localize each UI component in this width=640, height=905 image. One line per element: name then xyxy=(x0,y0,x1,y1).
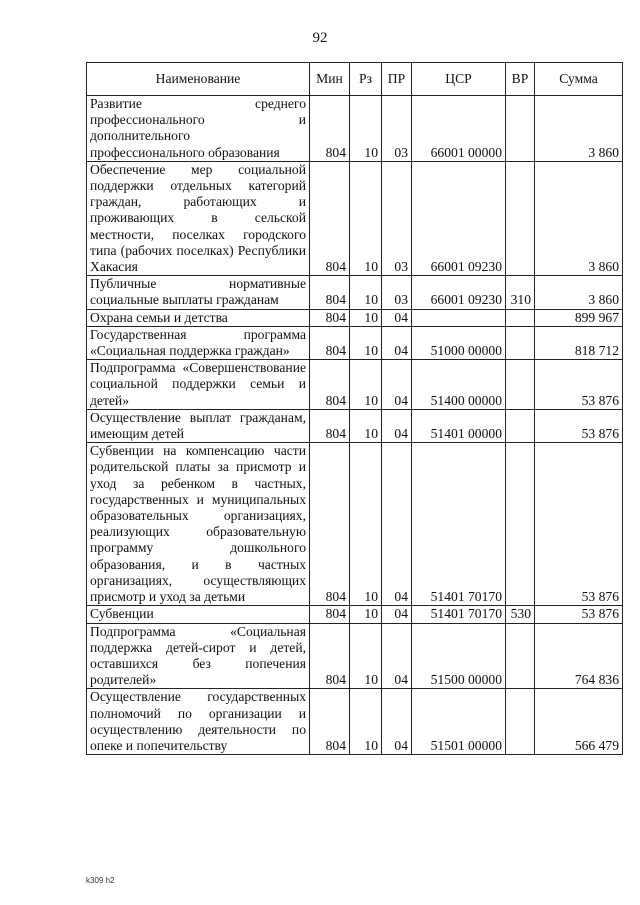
page-number: 92 xyxy=(312,30,328,46)
row-sum: 3 860 xyxy=(535,161,623,275)
table-row xyxy=(87,326,623,359)
row-name: Обеспечение мер социальной поддержки отдельных категорий граждан, работающих и проживающих в сельской местности, поселках городского типа (рабочих поселках) Республики Хакасия xyxy=(87,161,310,275)
row-rz: 10 xyxy=(350,606,382,623)
header-name: Наименование xyxy=(87,63,310,96)
row-csr: 66001 09230 xyxy=(412,161,506,275)
row-rz: 10 xyxy=(350,309,382,326)
table-header-row xyxy=(87,63,623,96)
row-vr xyxy=(506,623,535,689)
row-name: Осуществление государственных полномочий по организации и осуществлению деятельности по опеке и попечительству xyxy=(87,689,310,755)
row-rz: 10 xyxy=(350,276,382,309)
row-vr xyxy=(506,443,535,606)
row-sum: 53 876 xyxy=(535,606,623,623)
row-name: Субвенции на компенсацию части родительской платы за присмотр и уход за ребенком в частных, государственных и муниципальных образовательных организациях, реализующих образовательную программу дошкольного образования, и в частных организациях, осуществляющих присмотр и уход за детьми xyxy=(87,443,310,606)
row-vr: 530 xyxy=(506,606,535,623)
row-min: 804 xyxy=(310,689,350,755)
row-sum: 818 712 xyxy=(535,326,623,359)
row-rz: 10 xyxy=(350,161,382,275)
row-pr: 04 xyxy=(382,623,412,689)
row-min: 804 xyxy=(310,623,350,689)
row-min: 804 xyxy=(310,309,350,326)
row-sum: 3 860 xyxy=(535,96,623,162)
header-rz: Рз xyxy=(350,63,382,96)
row-vr xyxy=(506,409,535,442)
row-sum: 53 876 xyxy=(535,360,623,410)
row-name: Охрана семьи и детства xyxy=(87,309,310,326)
row-csr: 51400 00000 xyxy=(412,360,506,410)
row-rz: 10 xyxy=(350,443,382,606)
row-name: Подпрограмма «Социальная поддержка детей-сирот и детей, оставшихся без попечения родителей» xyxy=(87,623,310,689)
row-csr: 51401 70170 xyxy=(412,443,506,606)
table-row xyxy=(87,276,623,309)
row-pr: 03 xyxy=(382,161,412,275)
row-vr: 310 xyxy=(506,276,535,309)
row-min: 804 xyxy=(310,443,350,606)
row-sum: 764 836 xyxy=(535,623,623,689)
row-name: Осуществление выплат гражданам, имеющим детей xyxy=(87,409,310,442)
row-name: Развитие среднего профессионального и дополнительного профессионального образования xyxy=(87,96,310,162)
row-vr xyxy=(506,161,535,275)
row-pr: 04 xyxy=(382,409,412,442)
row-csr: 66001 00000 xyxy=(412,96,506,162)
row-name: Субвенции xyxy=(87,606,310,623)
row-rz: 10 xyxy=(350,409,382,442)
row-min: 804 xyxy=(310,360,350,410)
row-csr: 51501 00000 xyxy=(412,689,506,755)
row-sum: 566 479 xyxy=(535,689,623,755)
table-row xyxy=(87,409,623,442)
row-vr xyxy=(506,309,535,326)
row-sum: 53 876 xyxy=(535,443,623,606)
table-row xyxy=(87,606,623,623)
header-vr: ВР xyxy=(506,63,535,96)
table-row xyxy=(87,443,623,606)
header-sum: Сумма xyxy=(535,63,623,96)
row-min: 804 xyxy=(310,96,350,162)
row-sum: 3 860 xyxy=(535,276,623,309)
row-sum: 899 967 xyxy=(535,309,623,326)
row-pr: 04 xyxy=(382,360,412,410)
footer-code: k309 h2 xyxy=(86,876,115,885)
row-pr: 04 xyxy=(382,443,412,606)
table-row xyxy=(87,96,623,162)
row-pr: 04 xyxy=(382,326,412,359)
row-min: 804 xyxy=(310,276,350,309)
row-min: 804 xyxy=(310,409,350,442)
row-pr: 03 xyxy=(382,96,412,162)
row-min: 804 xyxy=(310,326,350,359)
table-row xyxy=(87,623,623,689)
row-rz: 10 xyxy=(350,360,382,410)
row-pr: 04 xyxy=(382,689,412,755)
row-pr: 04 xyxy=(382,606,412,623)
row-rz: 10 xyxy=(350,96,382,162)
row-vr xyxy=(506,96,535,162)
row-rz: 10 xyxy=(350,326,382,359)
header-pr: ПР xyxy=(382,63,412,96)
row-name: Подпрограмма «Совершенствование социальной поддержки семьи и детей» xyxy=(87,360,310,410)
row-vr xyxy=(506,689,535,755)
table-row xyxy=(87,689,623,755)
table-row xyxy=(87,360,623,410)
row-pr: 03 xyxy=(382,276,412,309)
row-rz: 10 xyxy=(350,689,382,755)
table-row xyxy=(87,161,623,275)
row-min: 804 xyxy=(310,161,350,275)
row-rz: 10 xyxy=(350,623,382,689)
header-min: Мин xyxy=(310,63,350,96)
row-csr: 51000 00000 xyxy=(412,326,506,359)
row-vr xyxy=(506,326,535,359)
row-pr: 04 xyxy=(382,309,412,326)
row-csr: 66001 09230 xyxy=(412,276,506,309)
row-vr xyxy=(506,360,535,410)
row-sum: 53 876 xyxy=(535,409,623,442)
row-csr: 51401 00000 xyxy=(412,409,506,442)
budget-table xyxy=(86,62,623,755)
row-min: 804 xyxy=(310,606,350,623)
row-csr: 51401 70170 xyxy=(412,606,506,623)
header-csr: ЦСР xyxy=(412,63,506,96)
row-name: Публичные нормативные социальные выплаты гражданам xyxy=(87,276,310,309)
row-name: Государственная программа «Социальная поддержка граждан» xyxy=(87,326,310,359)
row-csr xyxy=(412,309,506,326)
row-csr: 51500 00000 xyxy=(412,623,506,689)
table-row xyxy=(87,309,623,326)
